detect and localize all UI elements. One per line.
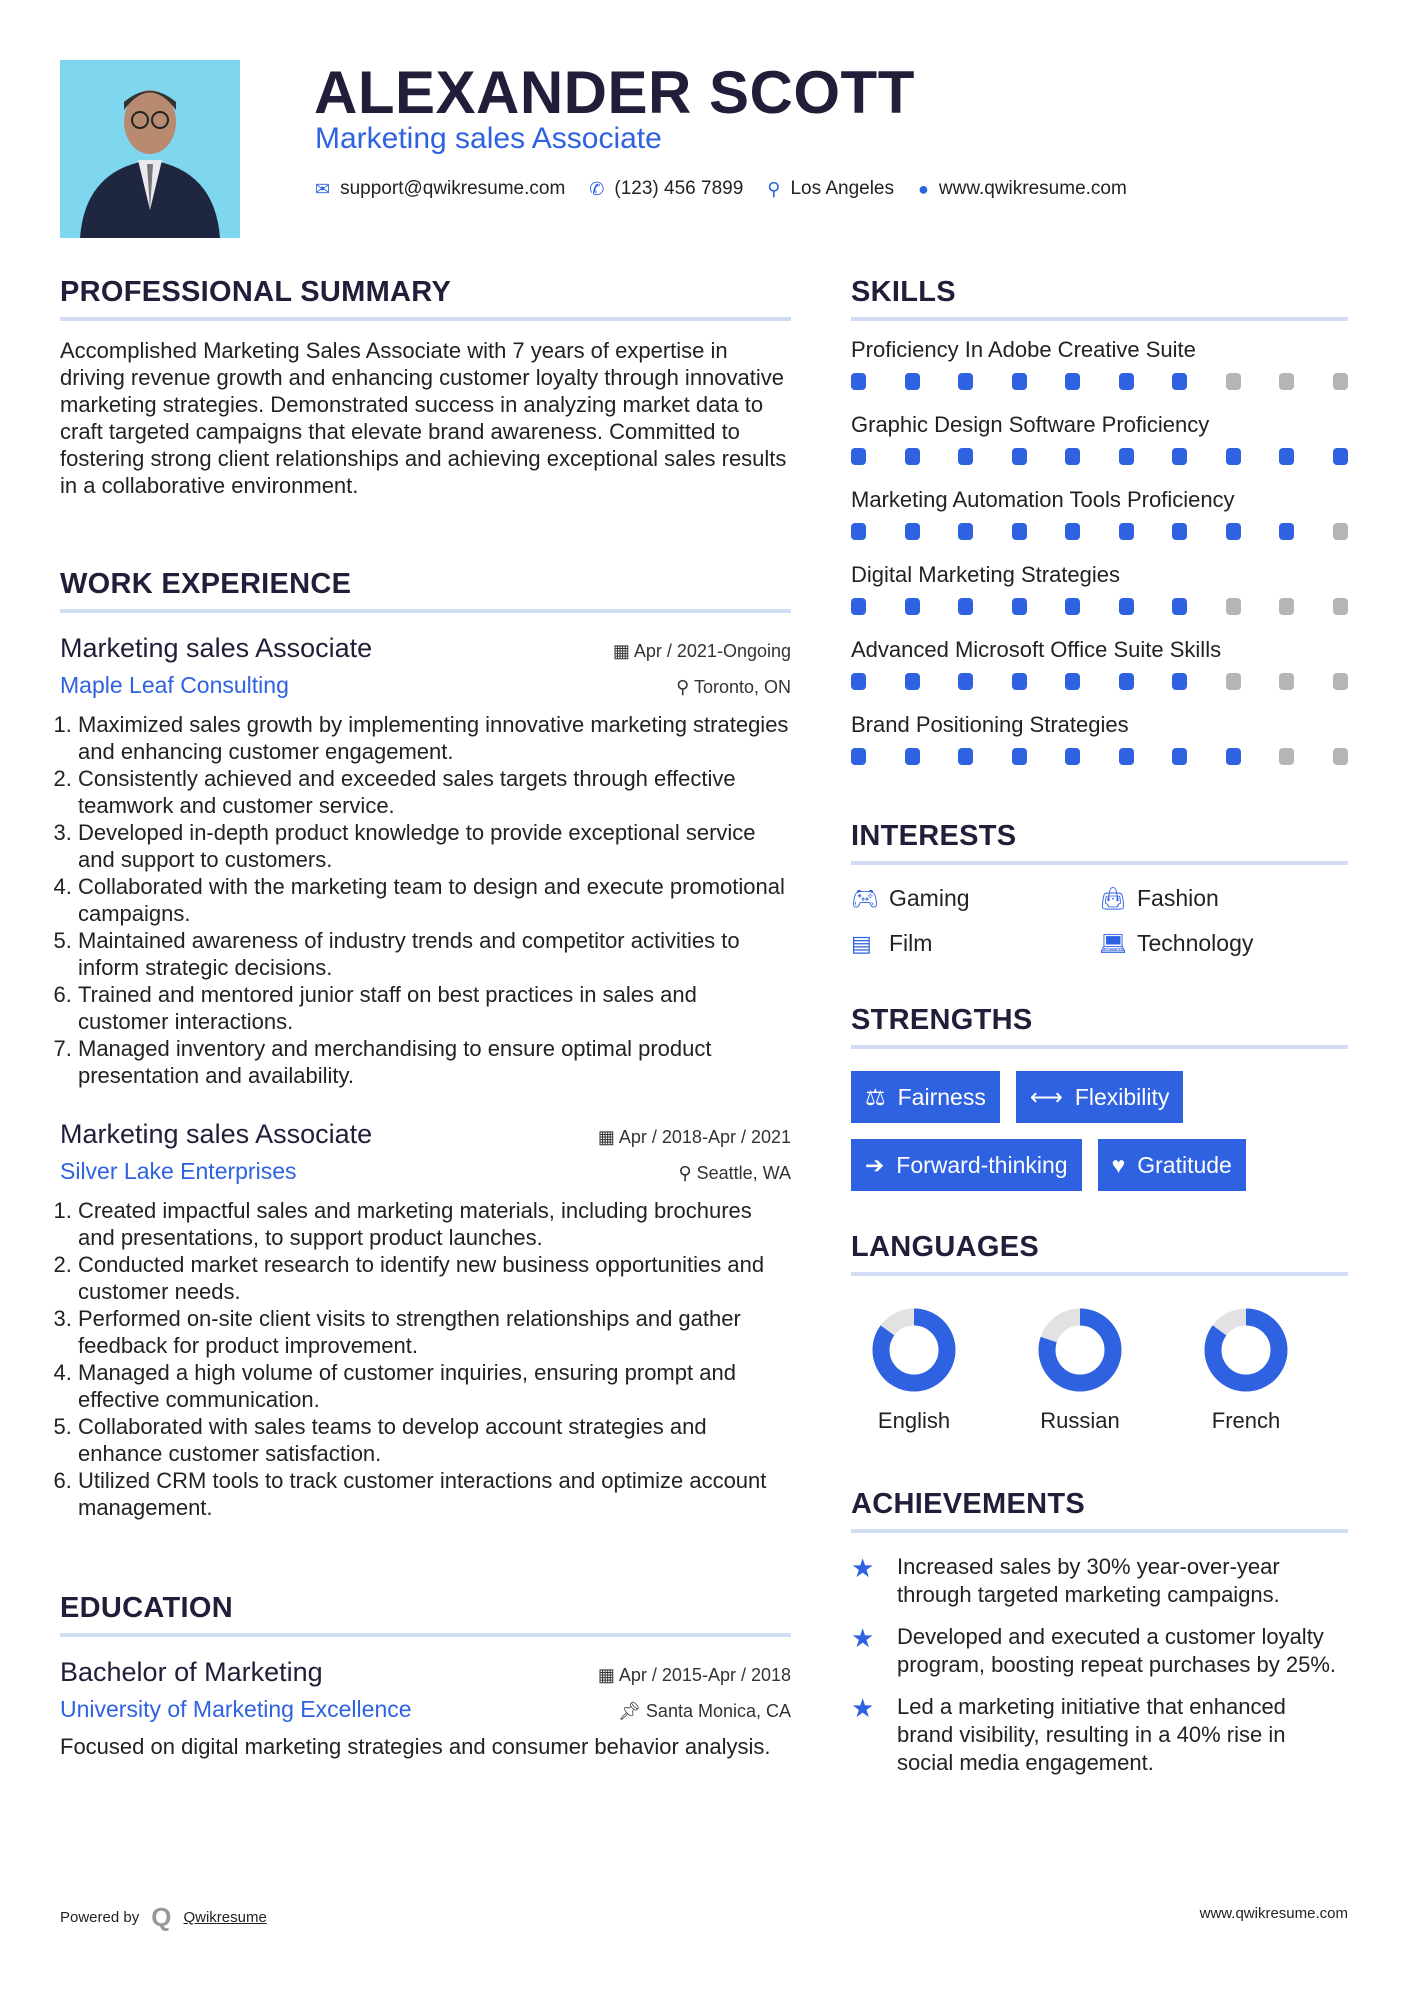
job-bullet: 7. Managed inventory and merchandising to ensure optimal product presentation and availability.	[78, 1035, 791, 1089]
skill-dot-filled	[1226, 448, 1241, 465]
skill-dot-filled	[958, 673, 973, 690]
star-icon: ★	[851, 1623, 875, 1653]
achievements-section	[851, 1488, 1348, 1777]
job-bullet: 1. Maximized sales growth by implementing innovative marketing strategies and enhancing customer engagement.	[78, 711, 791, 765]
interest-label: Film	[889, 930, 933, 956]
gamepad-icon: 🎮︎	[851, 885, 879, 911]
skills-section	[851, 276, 1348, 765]
skill-dot-filled	[1012, 523, 1027, 540]
skill-dot-empty	[1333, 373, 1348, 390]
skill-dot-empty	[1333, 598, 1348, 615]
job-bullets	[60, 711, 791, 1089]
calendar-icon: ▦	[612, 641, 634, 661]
job-bullet: 3. Performed on-site client visits to strengthen relationships and gather feedback for product improvement.	[78, 1305, 791, 1359]
skill-dot-filled	[1065, 373, 1080, 390]
education-description: Focused on digital marketing strategies and consumer behavior analysis.	[60, 1734, 771, 1759]
shopping-bag-icon: 👜︎	[1099, 885, 1127, 911]
skill-dot-filled	[905, 598, 920, 615]
globe-icon: ●	[918, 178, 929, 199]
skill-dot-empty	[1333, 748, 1348, 765]
powered-by-text: Powered by	[60, 1909, 140, 1926]
skill-dot-empty	[1279, 373, 1294, 390]
laptop-icon: 💻︎	[1099, 930, 1127, 956]
interest-item	[1099, 885, 1347, 912]
star-icon: ★	[851, 1553, 875, 1583]
skill-dot-empty	[1279, 598, 1294, 615]
skill-dot-filled	[905, 748, 920, 765]
skill-dot-filled	[1172, 448, 1187, 465]
pin-icon: ⚲	[678, 1163, 697, 1183]
achievement-text: Developed and executed a customer loyalty program, boosting repeat purchases by 25%.	[897, 1624, 1337, 1677]
language-item	[997, 1306, 1163, 1434]
skill-rating	[851, 373, 1348, 390]
skill-dot-filled	[958, 523, 973, 540]
footer-powered-by	[60, 1902, 267, 1933]
language-label: English	[877, 1408, 951, 1433]
strength-tag	[851, 1139, 1082, 1191]
heart-icon: ♥	[1111, 1151, 1126, 1178]
language-donut	[1036, 1306, 1124, 1394]
calendar-icon: ▦	[597, 1665, 619, 1685]
work-section	[60, 568, 791, 1521]
skill-dot-filled	[905, 523, 920, 540]
strengths-section	[851, 1004, 1348, 1191]
section-heading: STRENGTHS	[851, 1004, 1348, 1049]
strength-label: Forward-thinking	[896, 1151, 1068, 1178]
skill-dot-filled	[958, 373, 973, 390]
strength-tag	[851, 1071, 1000, 1123]
section-heading: SKILLS	[851, 276, 1348, 321]
achievement-item	[851, 1693, 1348, 1777]
email-link[interactable]: support@qwikresume.com	[340, 178, 566, 199]
job-bullet: 6. Utilized CRM tools to track customer interactions and optimize account management.	[78, 1467, 791, 1521]
skill-dot-filled	[851, 748, 866, 765]
interest-item	[851, 930, 1099, 957]
job-dates: Apr / 2018-Apr / 2021	[618, 1127, 791, 1147]
skill-label: Graphic Design Software Proficiency	[851, 412, 1210, 437]
skill-dot-filled	[1172, 598, 1187, 615]
skill-dot-filled	[1279, 523, 1294, 540]
section-heading: WORK EXPERIENCE	[60, 568, 791, 613]
skill-dot-empty	[1279, 673, 1294, 690]
pin-icon: 📌︎	[618, 1701, 646, 1721]
balance-scale-icon: ⚖	[865, 1083, 886, 1110]
skill-dot-filled	[1065, 598, 1080, 615]
achievement-text: Increased sales by 30% year-over-year through targeted marketing campaigns.	[897, 1554, 1280, 1607]
phone-text: (123) 456 7899	[614, 178, 744, 199]
skill-dot-filled	[905, 448, 920, 465]
film-icon: ▤	[851, 930, 872, 956]
job-bullet: 6. Trained and mentored junior staff on best practices in sales and customer interactions.	[78, 981, 791, 1035]
skill-rating	[851, 448, 1348, 465]
skill-dot-filled	[1012, 448, 1027, 465]
achievement-item	[851, 1553, 1348, 1609]
company-name: Silver Lake Enterprises	[60, 1158, 297, 1184]
skill-dot-filled	[1119, 673, 1134, 690]
skill-dot-filled	[851, 673, 866, 690]
skill-dot-filled	[1119, 598, 1134, 615]
skill-dot-filled	[1333, 448, 1348, 465]
arrow-right-icon: ➔	[865, 1151, 885, 1178]
strength-label: Gratitude	[1137, 1151, 1232, 1178]
website-link[interactable]: www.qwikresume.com	[938, 178, 1127, 199]
job-entry	[60, 1119, 791, 1521]
skill-dot-filled	[851, 523, 866, 540]
job-location: Toronto, ON	[693, 677, 791, 697]
summary-text: Accomplished Marketing Sales Associate with 7 years of expertise in driving revenue growth and enhancing customer loyalty through innovative marketing strategies. Demonstrated success in analyzing market data to craft targeted campaigns that elevate brand awareness. Committed to fostering strong client relationships and achieving exceptional sales results in a collaborative environment.	[60, 338, 787, 498]
arrows-h-icon: ⟷	[1029, 1083, 1063, 1110]
skill-dot-filled	[958, 748, 973, 765]
interest-item	[1099, 930, 1347, 957]
skill-dot-filled	[905, 673, 920, 690]
interest-label: Fashion	[1137, 885, 1219, 911]
skill-dot-filled	[1065, 673, 1080, 690]
job-bullet: 4. Managed a high volume of customer inquiries, ensuring prompt and effective communication.	[78, 1359, 791, 1413]
skill-dot-filled	[1172, 673, 1187, 690]
skill-label: Brand Positioning Strategies	[851, 712, 1129, 737]
qwikresume-link[interactable]: Qwikresume	[183, 1909, 267, 1926]
skill-dot-filled	[1012, 598, 1027, 615]
phone-icon: ✆	[589, 178, 605, 199]
skill-dot-filled	[1119, 748, 1134, 765]
company-name: Maple Leaf Consulting	[60, 672, 289, 698]
contact-bar	[315, 178, 1127, 200]
job-bullet: 2. Consistently achieved and exceeded sales targets through effective teamwork and customer service.	[78, 765, 791, 819]
skill-label: Proficiency In Adobe Creative Suite	[851, 337, 1196, 362]
skill-dot-filled	[1226, 523, 1241, 540]
job-bullet: 5. Collaborated with sales teams to develop account strategies and enhance customer satisfaction.	[78, 1413, 791, 1467]
skill-rating	[851, 748, 1348, 765]
skill-dot-filled	[1065, 523, 1080, 540]
skill-rating	[851, 523, 1348, 540]
interest-item	[851, 885, 1099, 912]
candidate-name: ALEXANDER SCOTT	[314, 59, 915, 126]
skill-label: Marketing Automation Tools Proficiency	[851, 487, 1235, 512]
language-item	[831, 1306, 997, 1434]
skill-dot-filled	[1119, 448, 1134, 465]
skill-rating	[851, 673, 1348, 690]
job-bullet: 4. Collaborated with the marketing team to design and execute promotional campaigns.	[78, 873, 791, 927]
candidate-title: Marketing sales Associate	[315, 122, 662, 155]
education-location: Santa Monica, CA	[645, 1701, 791, 1721]
summary-section	[60, 276, 791, 499]
interest-label: Gaming	[889, 885, 970, 911]
language-label: Russian	[1040, 1408, 1120, 1433]
skill-dot-filled	[1065, 448, 1080, 465]
skill-label: Advanced Microsoft Office Suite Skills	[851, 637, 1222, 662]
skill-dot-filled	[1172, 523, 1187, 540]
job-bullet: 1. Created impactful sales and marketing materials, including brochures and presentations, to support product launches.	[78, 1197, 791, 1251]
education-section	[60, 1592, 791, 1760]
map-marker-icon: ⚲	[767, 178, 781, 199]
profile-photo	[60, 60, 240, 238]
job-title: Marketing sales Associate	[60, 1119, 373, 1149]
skill-dot-filled	[1012, 373, 1027, 390]
skill-dot-filled	[1012, 673, 1027, 690]
skill-dot-empty	[1333, 673, 1348, 690]
skill-dot-filled	[1226, 748, 1241, 765]
strength-tag	[1098, 1139, 1246, 1191]
footer-url[interactable]: www.qwikresume.com	[1199, 1905, 1348, 1922]
skill-dot-empty	[1226, 673, 1241, 690]
skill-dot-filled	[958, 448, 973, 465]
school-name: University of Marketing Excellence	[60, 1696, 412, 1722]
skill-dot-filled	[905, 373, 920, 390]
job-bullets	[60, 1197, 791, 1521]
skill-dot-filled	[1172, 373, 1187, 390]
job-bullet: 3. Developed in-depth product knowledge to provide exceptional service and support to customers.	[78, 819, 791, 873]
skill-dot-filled	[1279, 448, 1294, 465]
calendar-icon: ▦	[597, 1127, 619, 1147]
skill-dot-empty	[1226, 598, 1241, 615]
section-heading: INTERESTS	[851, 820, 1348, 865]
interests-section	[851, 820, 1348, 957]
achievement-text: Led a marketing initiative that enhanced brand visibility, resulting in a 40% rise in social media engagement.	[897, 1694, 1286, 1775]
language-donut	[870, 1306, 958, 1394]
skill-dot-empty	[1333, 523, 1348, 540]
interest-label: Technology	[1137, 930, 1254, 956]
skill-dot-filled	[1012, 748, 1027, 765]
section-heading: LANGUAGES	[851, 1231, 1348, 1276]
location-text: Los Angeles	[790, 178, 894, 199]
strength-label: Fairness	[897, 1083, 986, 1110]
skill-dot-filled	[1119, 523, 1134, 540]
skill-dot-filled	[851, 448, 866, 465]
job-title: Marketing sales Associate	[60, 633, 373, 663]
languages-section	[851, 1231, 1348, 1434]
section-heading: EDUCATION	[60, 1592, 791, 1637]
achievement-item	[851, 1623, 1348, 1679]
strength-label: Flexibility	[1074, 1083, 1170, 1110]
job-bullet: 5. Maintained awareness of industry trends and competitor activities to inform strategic decisions.	[78, 927, 791, 981]
education-dates: Apr / 2015-Apr / 2018	[618, 1665, 791, 1685]
job-bullet: 2. Conducted market research to identify new business opportunities and customer needs.	[78, 1251, 791, 1305]
strength-tag	[1016, 1071, 1184, 1123]
skill-dot-filled	[851, 598, 866, 615]
skill-dot-filled	[1065, 748, 1080, 765]
pin-icon: ⚲	[676, 677, 694, 697]
skill-label: Digital Marketing Strategies	[851, 562, 1121, 587]
skill-dot-empty	[1279, 748, 1294, 765]
skill-dot-filled	[958, 598, 973, 615]
star-icon: ★	[851, 1693, 875, 1723]
language-label: French	[1211, 1408, 1281, 1433]
envelope-icon: ✉	[315, 178, 331, 199]
section-heading: PROFESSIONAL SUMMARY	[60, 276, 791, 321]
qwikresume-logo-icon: Q	[151, 1902, 172, 1932]
skill-dot-empty	[1226, 373, 1241, 390]
language-item	[1163, 1306, 1329, 1434]
section-heading: ACHIEVEMENTS	[851, 1488, 1348, 1533]
skill-dot-filled	[1119, 373, 1134, 390]
skill-dot-filled	[851, 373, 866, 390]
job-location: Seattle, WA	[696, 1163, 791, 1183]
skill-rating	[851, 598, 1348, 615]
job-dates: Apr / 2021-Ongoing	[633, 641, 791, 661]
language-donut	[1202, 1306, 1290, 1394]
skill-dot-filled	[1172, 748, 1187, 765]
job-entry	[60, 633, 791, 1089]
degree: Bachelor of Marketing	[60, 1657, 323, 1687]
